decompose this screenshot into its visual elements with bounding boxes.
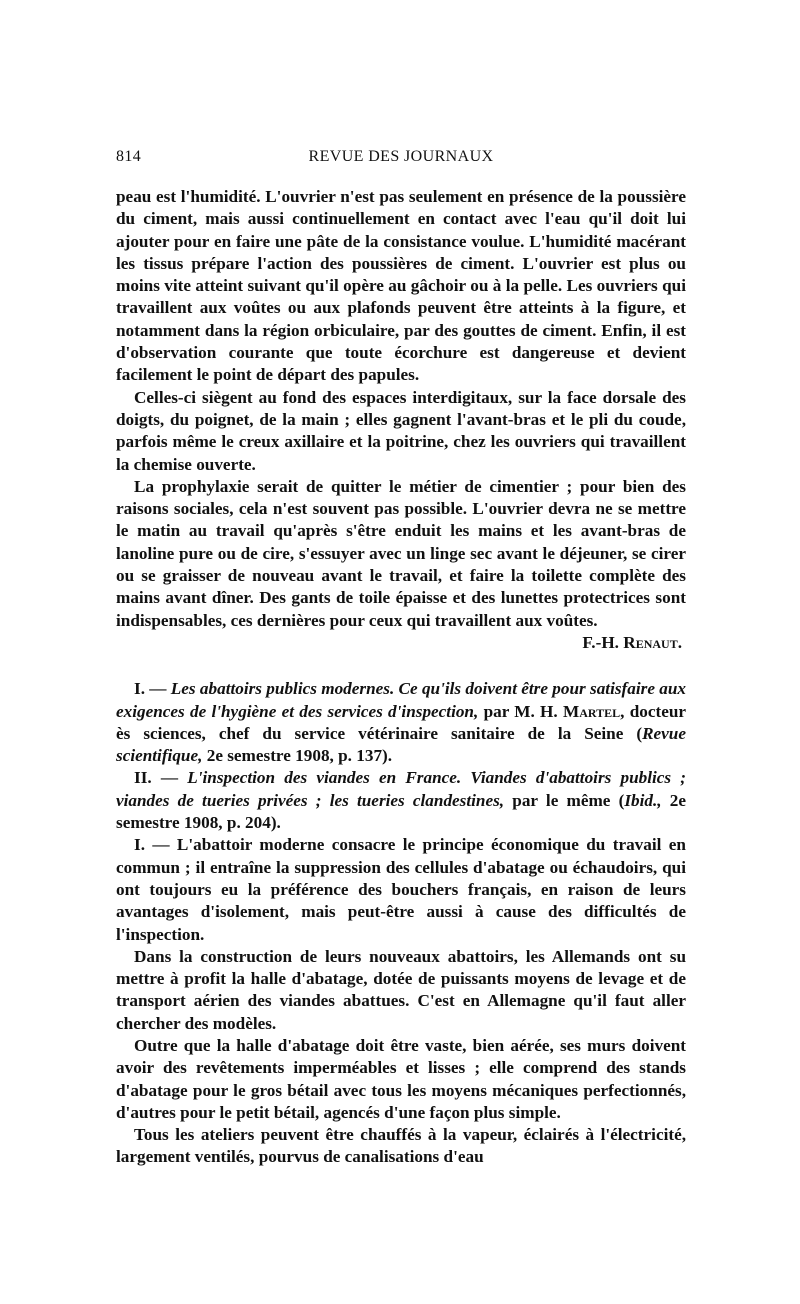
reference-1-by: par M. H. xyxy=(483,701,558,721)
reference-2-by: par le même ( xyxy=(512,790,625,810)
reference-1-title: Les abattoirs publics modernes. Ce qu'ils doivent être pour satisfaire aux exigences de l'hygiène et des services d'inspection, xyxy=(116,679,687,721)
paragraph-slaughter-hall: Outre que la halle d'abatage doit être vaste, bien aérée, ses murs doivent avoir des revêtements imperméables et lisses ; elle comprend des stands d'abatage pour le gros bétail avec tous les moyens mécaniques perfectionnés, d'autres pour le petit bétail, agencés d'une façon plus simple. xyxy=(116,1035,686,1122)
reference-1-details: docteur ès sciences, chef du service vétérinaire sanitaire de la Seine ( xyxy=(116,701,687,743)
running-title: REVUE DES JOURNAUX xyxy=(308,148,494,165)
paragraph-modern-abattoir: I. — L'abattoir moderne consacre le principe économique du travail en commun ; il entraîne la suppression des cellules d'abatage ou échaudoirs, qui ont toujours eu la préférence des bouchers français, en raison de leurs avantages d'isolement, mais peut-être aussi à cause des difficultés de l'inspection. xyxy=(116,835,686,944)
reference-2-title: L'inspection des viandes en France. Viandes d'abattoirs publics ; viandes de tueries privées ; les tueries clandestines, xyxy=(116,768,686,810)
paragraph-workshops: Tous les ateliers peuvent être chauffés à la vapeur, éclairés à l'électricité, largement ventilés, pourvus de canalisations d'eau xyxy=(116,1125,686,1167)
paragraph-humidity: peau est l'humidité. L'ouvrier n'est pas seulement en présence de la poussière du ciment, mais aussi continuellement en contact avec l'eau qu'il doit lui ajouter pour en faire une pâte de la consistance voulue. L'humidité macérant les tissus prépare l'action des poussières de ciment. L'ouvrier est plus ou moins vite atteint suivant qu'il opère au gâchoir ou à la pelle. Les ouvriers qui travaillent aux voûtes ou aux plafonds peuvent être atteints à la figure, et notamment dans la région orbiculaire, par des gouttes de ciment. Enfin, il est d'observation courante que toute écorchure est dangereuse et devient facilement le point de départ des papules. xyxy=(116,187,686,385)
page-header xyxy=(116,148,686,172)
reference-entry-1 xyxy=(116,678,686,767)
reference-entry-2 xyxy=(116,767,686,834)
paragraph-prophylaxis: La prophylaxie serait de quitter le métier de cimentier ; pour bien des raisons sociales, cela n'est souvent pas possible. L'ouvrier devra ne se mettre le matin au travail qu'après s'être enduit les mains et les avant-bras de lanoline pure ou de cire, s'essuyer avec un linge sec avant le déjeuner, se cirer ou se graisser de nouveau avant le travail, et faire la toilette complète des mains avant dîner. Des gants de toile épaisse et des lunettes protectrices sont indispensables, ces dernières pour ceux qui travaillent aux voûtes. xyxy=(116,476,686,630)
reference-2-date: 2e semestre 1908, p. 204). xyxy=(116,790,686,833)
reference-2-number: II. — xyxy=(134,768,179,788)
reference-1-journal: Revue scientifique, xyxy=(116,723,686,766)
reference-2-ibid: Ibid., xyxy=(624,790,662,810)
reference-1-author: Martel, xyxy=(563,701,625,721)
book-page xyxy=(116,148,686,1169)
paragraph-german-abattoirs: Dans la construction de leurs nouveaux abattoirs, les Allemands ont su mettre à profit la halle d'abatage, dotée de puissants moyens de levage et de transport aérien des viandes abattues. C'est en Allemagne qu'il faut aller chercher des modèles. xyxy=(116,946,686,1033)
author-signature xyxy=(116,632,686,654)
reference-1-number: I. — xyxy=(134,679,167,699)
page-number: 814 xyxy=(116,148,142,165)
page-body xyxy=(116,186,686,1169)
reference-1-date: 2e semestre 1908, p. 137). xyxy=(206,746,393,766)
section-divider-space xyxy=(116,654,686,678)
paragraph-papules-location: Celles-ci siègent au fond des espaces interdigitaux, sur la face dorsale des doigts, du poignet, de la main ; elles gagnent l'avant-bras et le pli du coude, parfois même le creux axillaire et la poitrine, chez les ouvriers qui travaillent la chemise ouverte. xyxy=(116,387,686,474)
signature-text: F.-H. Renaut. xyxy=(582,632,682,652)
